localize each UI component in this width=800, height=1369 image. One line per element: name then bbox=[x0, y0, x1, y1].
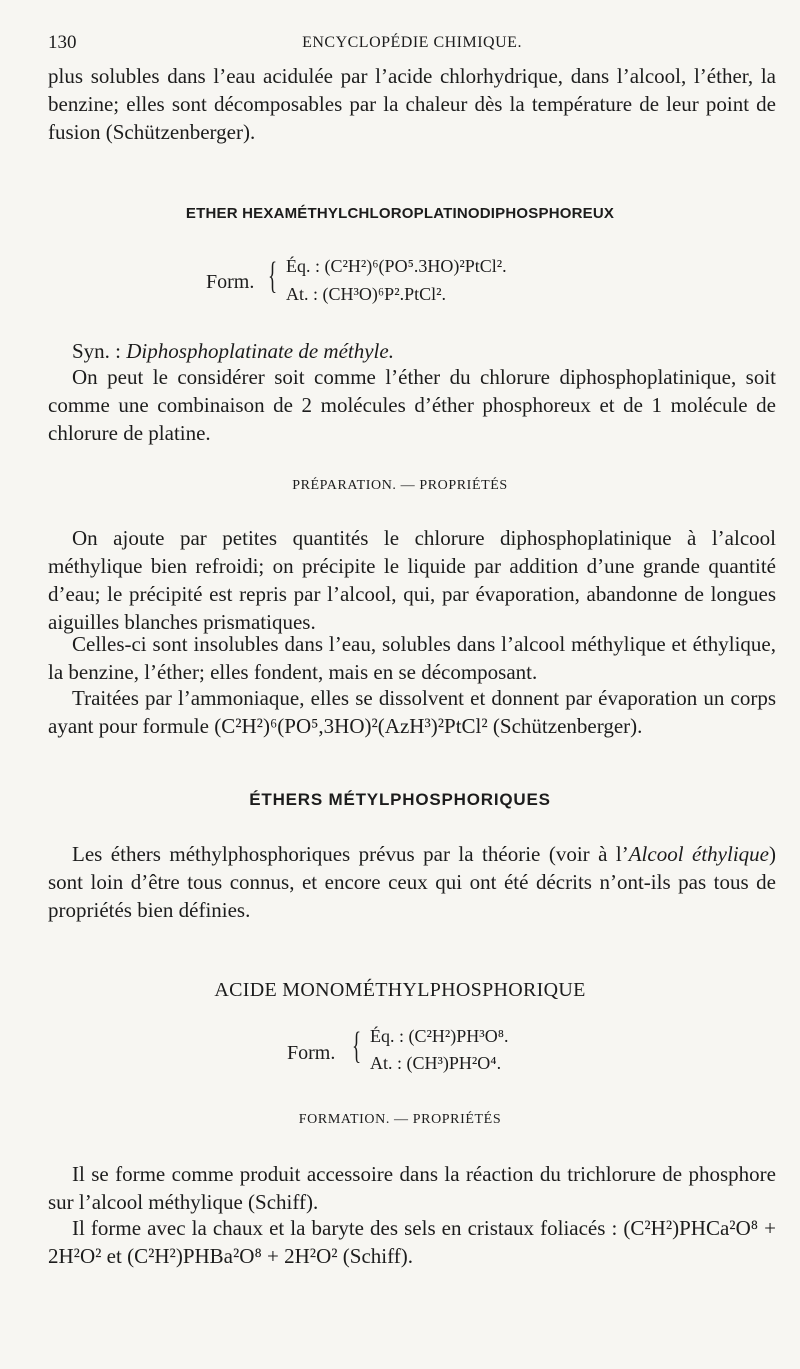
section-title-ethers: ÉTHERS MÉTYLPHOSPHORIQUES bbox=[249, 790, 551, 809]
section-title-acide: ACIDE MONOMÉTHYLPHOSPHORIQUE bbox=[214, 979, 586, 1001]
form-label: Form. bbox=[287, 1042, 336, 1064]
eq-formula: (C²H²)PH³O⁸. bbox=[408, 1026, 509, 1046]
eq-formula: (C²H²)⁶(PO⁵.3HO)²PtCl². bbox=[324, 256, 507, 276]
section1-paragraph-3: Celles-ci sont insolubles dans l’eau, solubles dans l’alcool méthylique et éthylique, la benzine, l’éther; elles fondent, mais en se décomposant. bbox=[48, 632, 776, 684]
section3-paragraph-1: Il se forme comme produit accessoire dans la réaction du trichlorure de phosphore sur l’alcool méthylique (Schiff). bbox=[48, 1162, 776, 1214]
at-label: At. : bbox=[286, 284, 319, 304]
at-formula: (CH³O)⁶P².PtCl². bbox=[322, 284, 447, 304]
section2-paragraph bbox=[48, 840, 776, 924]
section1-paragraph-4: Traitées par l’ammoniaque, elles se dissolvent et donnent par évaporation un corps ayant pour formule (C²H²)⁶(PO⁵,3HO)²(AzH³)²PtCl² (Schützenberger). bbox=[48, 686, 776, 738]
para-italic-ref: Alcool éthylique bbox=[628, 842, 769, 866]
synonym-line bbox=[48, 337, 776, 365]
eq-label: Éq. : bbox=[370, 1026, 404, 1046]
subheading-preparation: PRÉPARATION. — PROPRIÉTÉS bbox=[292, 478, 508, 493]
eq-label: Éq. : bbox=[286, 256, 320, 276]
at-formula: (CH³)PH²O⁴. bbox=[406, 1053, 502, 1073]
syn-value: Diphosphoplatinate de méthyle. bbox=[126, 339, 394, 363]
section1-paragraph-1: On peut le considérer soit comme l’éther du chlorure diphosphoplatinique, soit comme une combinaison de 2 molécules d’éther phosphoreux et de 1 molécule de chlorure de platine. bbox=[48, 365, 776, 445]
section1-paragraph-2: On ajoute par petites quantités le chlorure diphosphoplatinique à l’alcool méthylique bien refroidi; on précipite le liquide par addition d’une grande quantité d’eau; le précipité est repris par l’alcool, qui, par évaporation, abandonne de longues aiguilles blanches prismatiques. bbox=[48, 526, 776, 634]
at-line bbox=[370, 1053, 501, 1074]
running-title: ENCYCLOPÉDIE CHIMIQUE. bbox=[302, 34, 522, 51]
page-header bbox=[48, 32, 776, 58]
para-text-after: ) sont loin d’être tous connus, et encore ceux qui ont été décrits n’ont-ils pas tous de propriétés bien définies. bbox=[48, 842, 776, 922]
eq-line bbox=[370, 1026, 508, 1047]
brace-icon: { bbox=[268, 255, 278, 297]
form-label: Form. bbox=[206, 271, 255, 293]
page-number: 130 bbox=[48, 32, 77, 53]
brace-icon: { bbox=[352, 1025, 362, 1067]
intro-paragraph: plus solubles dans l’eau acidulée par l’acide chlorhydrique, dans l’alcool, l’éther, la benzine; elles sont décomposables par la chaleur dès la température de leur point de fusion (Schützenberger). bbox=[48, 64, 776, 144]
syn-label: Syn. : bbox=[72, 339, 127, 363]
subheading-formation: FORMATION. — PROPRIÉTÉS bbox=[298, 1112, 502, 1127]
at-label: At. : bbox=[370, 1053, 403, 1073]
eq-line bbox=[286, 256, 507, 277]
at-line bbox=[286, 284, 446, 305]
section-title-hexamethyl: ETHER HEXAMÉTHYLCHLOROPLATINODIPHOSPHOREUX bbox=[185, 205, 615, 222]
para-text-before: Les éthers méthylphosphoriques prévus par la théorie (voir à l’ bbox=[72, 842, 629, 866]
section3-paragraph-2: Il forme avec la chaux et la baryte des sels en cristaux foliacés : (C²H²)PHCa²O⁸ + 2H²O² et (C²H²)PHBa²O⁸ + 2H²O² (Schiff). bbox=[48, 1216, 776, 1268]
